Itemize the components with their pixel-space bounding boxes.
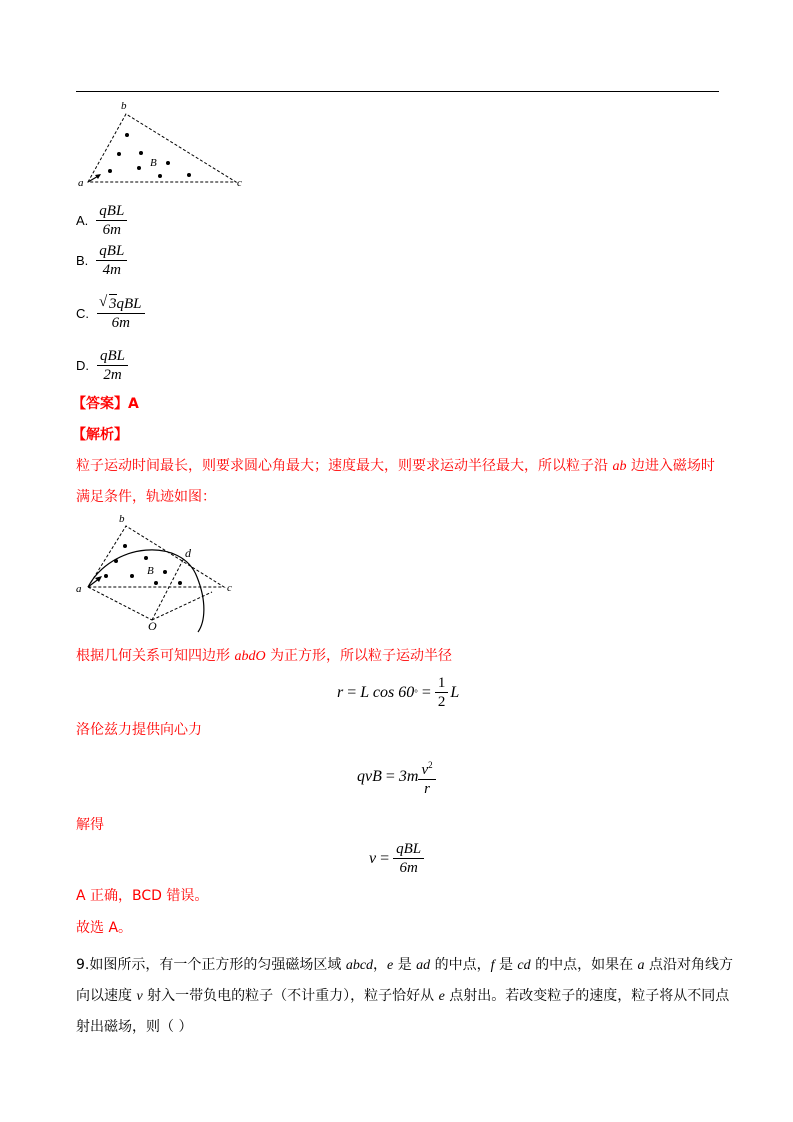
q9-l2-v: v — [136, 989, 143, 1004]
eq2-numerator-sup: 2 — [428, 760, 433, 770]
option-c[interactable] — [76, 294, 145, 332]
trajectory-figure-2 — [72, 512, 242, 637]
option-a-numerator: qBL — [99, 203, 125, 219]
eq2-numerator-v: v — [421, 762, 429, 778]
analysis-para-4: 解得 — [76, 817, 104, 833]
q9-l1-cd: cd — [517, 958, 531, 973]
analysis-para-1-a: 粒子运动时间最长，则要求圆心角最大；速度最大，则要求运动半径最大，所以粒子沿 — [76, 458, 613, 474]
option-d-numerator: qBL — [100, 348, 126, 364]
eq3-fraction — [393, 840, 424, 877]
q9-l2-e: e — [438, 989, 445, 1004]
option-a-denominator: 6m — [102, 222, 121, 238]
option-d-fraction — [97, 347, 128, 384]
question-9-line-2 — [76, 986, 729, 1007]
option-c-numerator-text: qBL — [116, 296, 142, 312]
analysis-para-1-ab: ab — [612, 459, 627, 474]
analysis-para-3: 洛伦兹力提供向心力 — [76, 722, 202, 738]
option-c-numerator — [97, 294, 145, 313]
fig1-label-a: a — [78, 177, 84, 189]
q9-l1-ad: ad — [416, 958, 431, 973]
q9-l1-f2: 的中点，如果在 — [530, 957, 638, 973]
option-b-numerator: qBL — [99, 243, 125, 259]
q9-l1-f: f — [490, 958, 495, 973]
analysis-heading: 【解析】 — [72, 427, 128, 443]
analysis-para-2-a: 根据几何关系可知四边形 — [76, 648, 235, 664]
option-b-label: B. — [76, 253, 89, 268]
eq2-numerator — [418, 756, 435, 779]
answer-value: A — [128, 396, 139, 412]
eq3-denominator: 6m — [399, 860, 418, 876]
equation-velocity: v = $\frac{\text{qBL}}{6m}$ — [369, 840, 424, 877]
analysis-final: 故选 A。 — [76, 920, 133, 936]
eq1-denominator: 2 — [437, 694, 446, 710]
option-c-root: 3 — [109, 296, 117, 312]
fig2-label-B: B — [147, 565, 154, 577]
q9-l2-c: 点射出。若改变粒子的速度，粒子将从不同点 — [444, 988, 730, 1004]
equation-lorentz: qvB = 3m $\frac{v^2}{r}$ — [357, 756, 436, 798]
q9-l1-d: 的中点， — [430, 957, 491, 973]
q9-l1-g: 点沿对角线方 — [644, 957, 733, 973]
eq2-fraction — [418, 756, 435, 798]
option-a-fraction — [96, 202, 127, 239]
eq2-lhs: qvB — [357, 768, 382, 785]
answer-line — [72, 394, 139, 414]
eq2-rhs: 3m — [398, 768, 419, 785]
q9-l1-e2: 是 — [494, 957, 518, 973]
option-b-fraction — [96, 242, 127, 279]
option-a[interactable] — [76, 202, 127, 239]
eq1-lhs: r — [337, 683, 344, 701]
eq1-tail: L — [450, 683, 460, 701]
analysis-para-2 — [76, 646, 452, 667]
eq1-mid: L cos 60 — [360, 683, 415, 701]
q9-l1-a: 9.如图所示，有一个正方形的匀强磁场区域 — [76, 957, 346, 973]
option-a-label: A. — [76, 213, 89, 228]
eq3-lhs: v — [369, 849, 377, 867]
eq3-numerator: qBL — [396, 841, 422, 857]
option-c-fraction — [97, 294, 145, 332]
q9-l2-b: 射入一带负电的粒子（不计重力），粒子恰好从 — [142, 988, 439, 1004]
eq1-degree: ° — [414, 687, 418, 698]
q9-l1-a2: a — [637, 958, 645, 973]
option-d[interactable] — [76, 347, 128, 384]
option-c-denominator: 6m — [111, 315, 130, 331]
fig2-label-a: a — [76, 583, 82, 595]
option-b[interactable] — [76, 242, 127, 279]
analysis-para-1-b: 边进入磁场时 — [626, 458, 715, 474]
q9-l1-c: 是 — [393, 957, 417, 973]
fig1-label-b: b — [121, 100, 127, 112]
analysis-para-1 — [76, 456, 715, 477]
header-rule — [76, 91, 719, 92]
eq1-numerator: 1 — [437, 675, 446, 691]
fig2-label-c: c — [227, 582, 232, 594]
q9-l1-abcd: abcd — [345, 958, 374, 973]
fig2-label-b: b — [119, 513, 125, 525]
answer-bracket: 【答案】 — [72, 396, 128, 412]
fig1-label-B: B — [150, 157, 157, 169]
q9-l1-b: ， — [373, 957, 388, 973]
eq2-denominator: r — [424, 781, 430, 797]
option-d-label: D. — [76, 358, 89, 373]
option-d-denominator: 2m — [103, 367, 122, 383]
q9-l1-e: e — [387, 958, 394, 973]
analysis-conclusion: A 正确，BCD 错误。 — [76, 888, 209, 904]
fig2-label-d: d — [185, 546, 191, 560]
analysis-para-2-abdo: abdO — [234, 649, 266, 664]
question-9-line-3: 射出磁场，则（ ） — [76, 1019, 193, 1035]
equation-radius: r = L cos 60 ° = $\frac{1}{2}$ L — [337, 675, 460, 710]
q9-l2-a: 向以速度 — [76, 988, 137, 1004]
analysis-para-1-line2: 满足条件，轨迹如图： — [76, 489, 216, 505]
option-b-denominator: 4m — [102, 262, 121, 278]
triangle-figure-1 — [74, 98, 254, 190]
question-9-line-1 — [76, 955, 733, 976]
fig1-label-c: c — [237, 177, 242, 189]
eq1-fraction — [435, 674, 449, 711]
analysis-para-2-b: 为正方形，所以粒子运动半径 — [265, 648, 453, 664]
option-c-label: C. — [76, 305, 89, 321]
fig2-label-O: O — [148, 619, 157, 633]
